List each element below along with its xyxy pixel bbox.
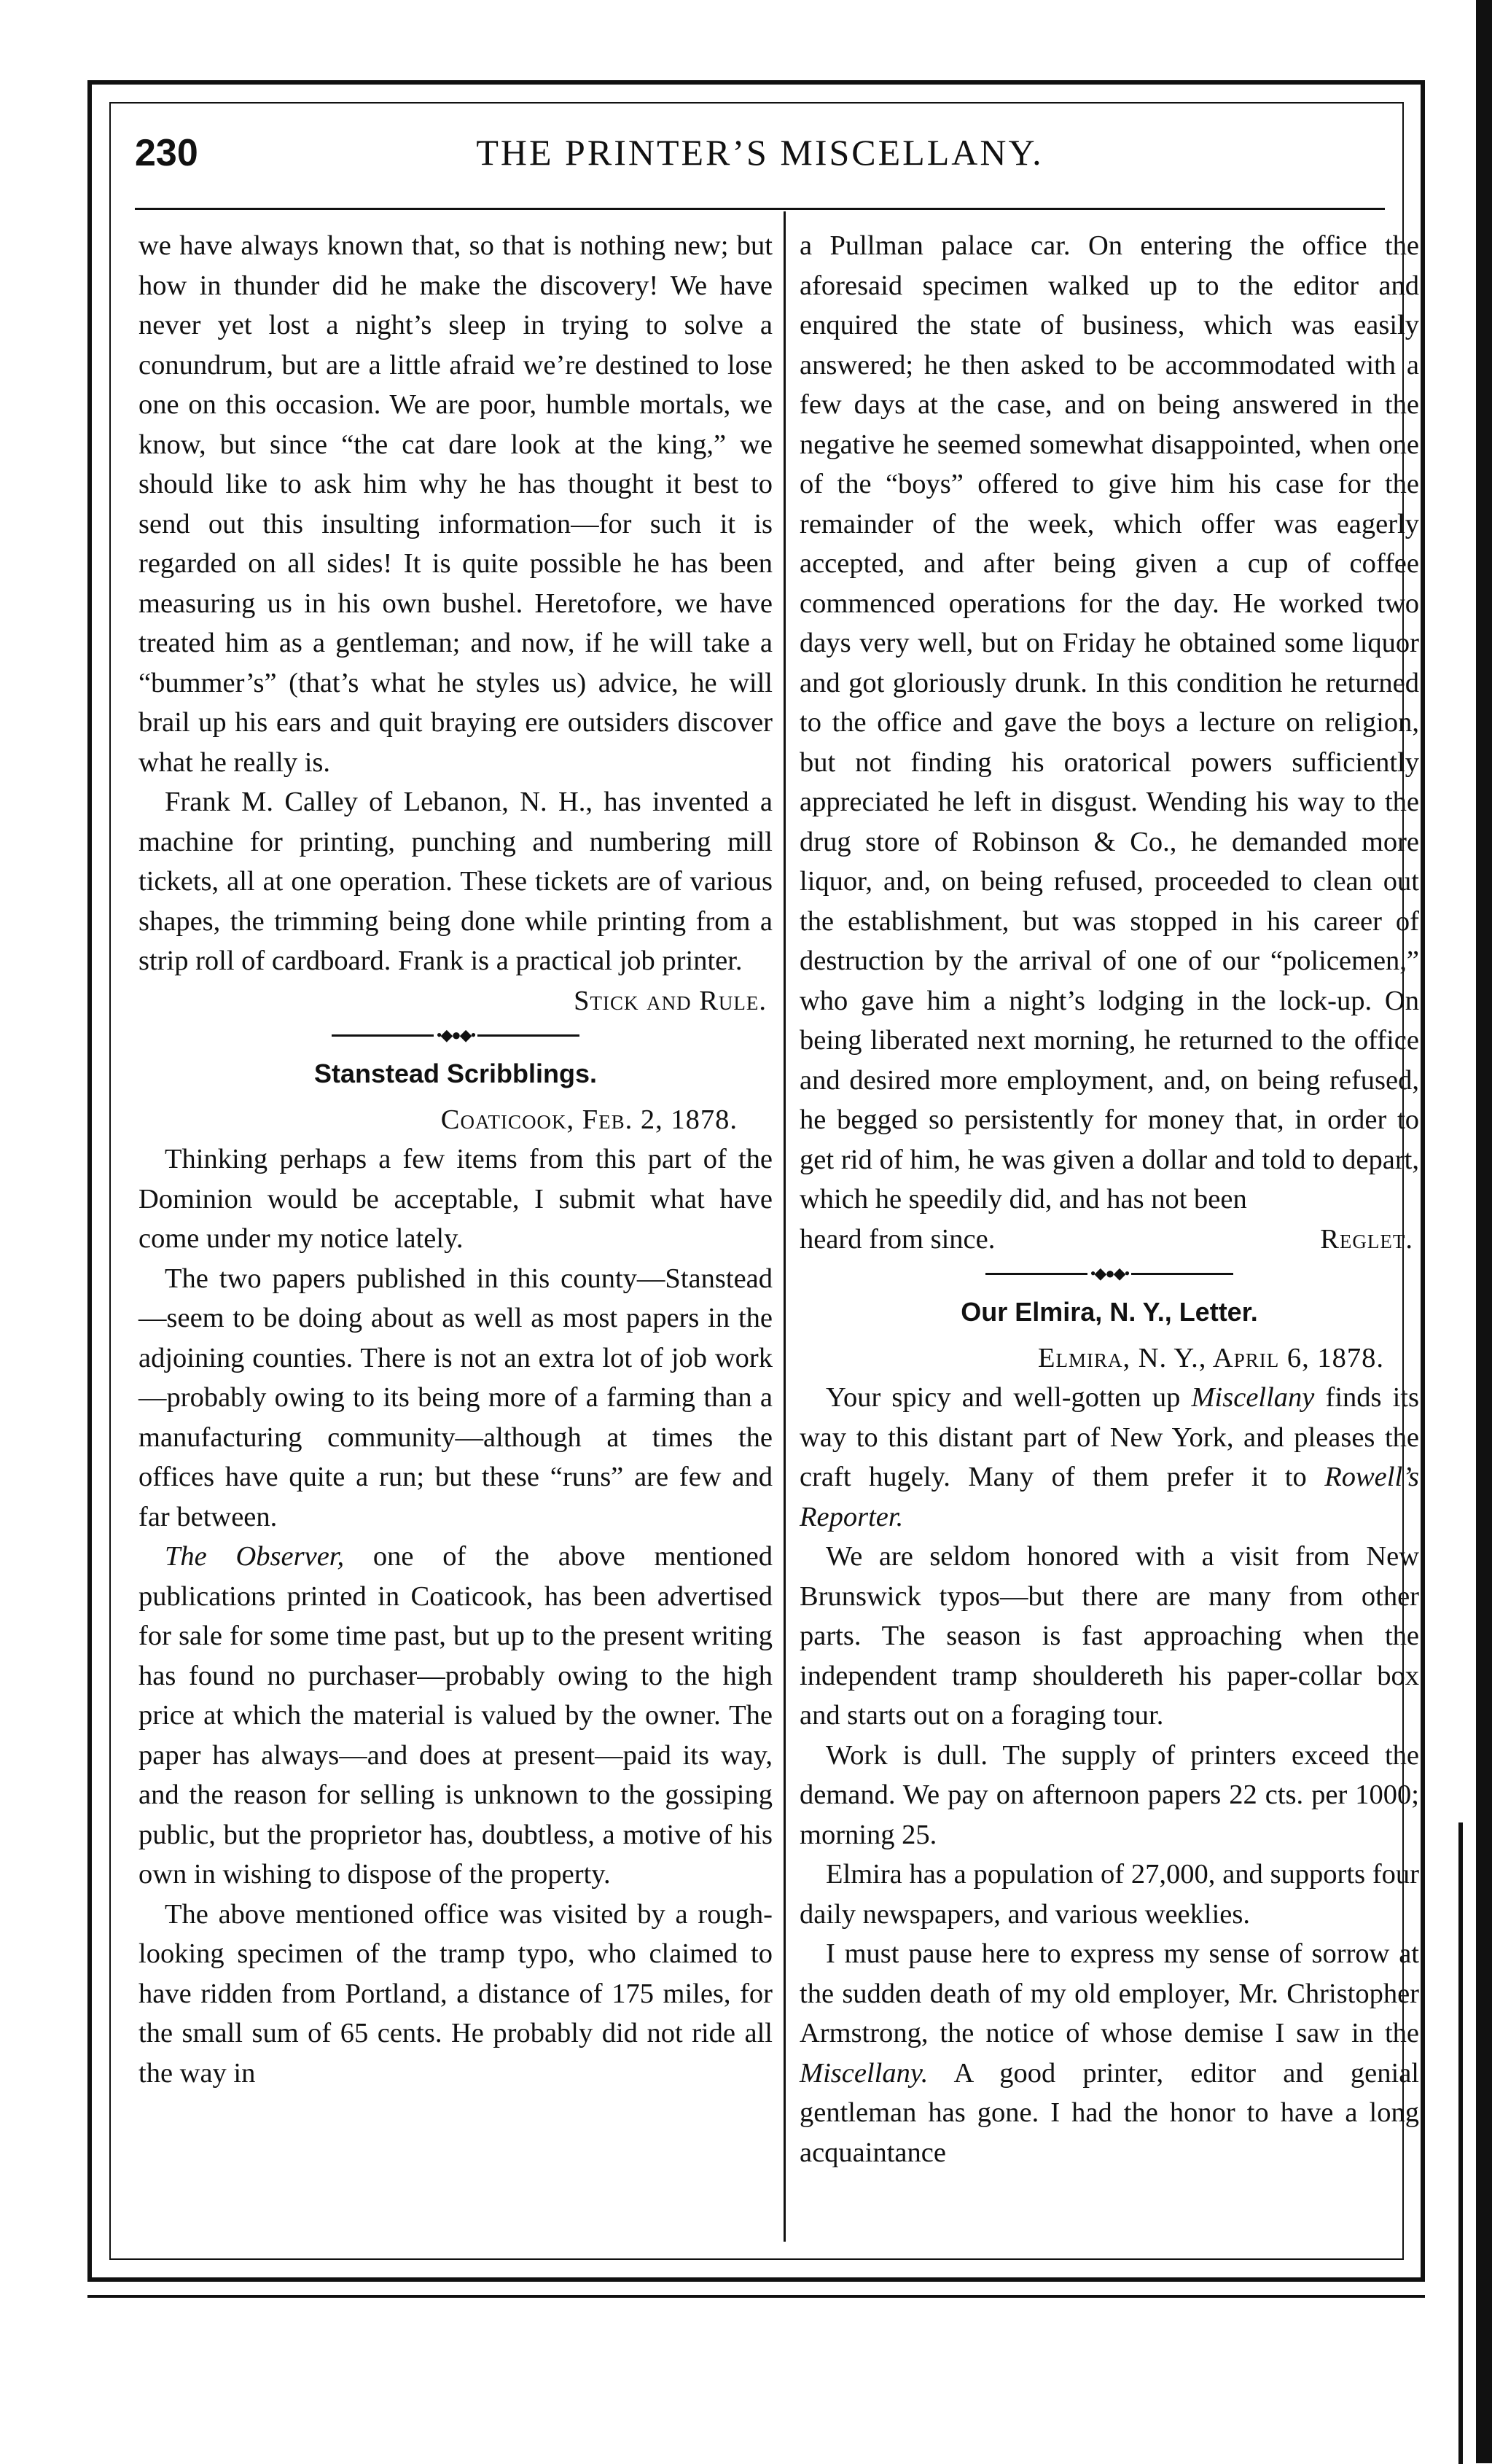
dateline: Coaticook, Feb. 2, 1878. <box>440 1104 738 1135</box>
paragraph: The two papers published in this county—Stanstead—seem to be doing about as well as most papers in the adjoining counties. There is not an extra lot of job work—probably owing to its being more of a farming than a manufacturing community—although at times the offices have quite a run; but these “runs” are few and far between. <box>138 1263 773 1532</box>
paragraph-text: Your spicy and well-gotten up <box>826 1382 1192 1413</box>
header-rule <box>135 208 1385 210</box>
right-column <box>800 226 1419 2172</box>
bottom-rule <box>87 2295 1425 2298</box>
paragraph-last-words: heard from since. <box>800 1223 996 1255</box>
paragraph: we have always known that, so that is nothing new; but how in thunder did he make the discovery! We have never yet lost a night’s sleep in trying to solve a conundrum, but are a little afraid we’re destined to lose one on this occasion. We are poor, humble mortals, we know, but since “the cat dare look at the king,” we should like to ask him why he has thought it best to send out this insulting information—for such it is regarded on all sides! It is quite possible he has been measuring us in his own bushel. Heretofore, we have treated him as a gentleman; and now, if he will take a “bummer’s” (that’s what he styles us) advice, he will brail up his ears and quit braying ere outsiders discover what he really is. <box>138 230 773 778</box>
ornament-divider: •◆●◆• <box>800 1259 1419 1288</box>
ornament-divider: •◆●◆• <box>138 1021 773 1050</box>
publication-title: Rowell’s Reporter. <box>800 1462 1419 1532</box>
signature: Stick and Rule. <box>574 985 767 1016</box>
page-header <box>135 131 1385 182</box>
paragraph-text: one of the above mentioned publications printed in Coaticook, has been advertised for sale for some time past, but up to the present writing has found no purchaser—probably owing to the high price at which the material is valued by the owner. The paper has always—and does at present—paid its way, and the reason for selling is unknown to the gossiping public, but the proprietor has, doubtless, a motive of his own in wishing to dispose of the property. <box>138 1541 773 1890</box>
paragraph: a Pullman palace car. On entering the office the aforesaid specimen walked up to the editor and enquired the state of business, which was easily answered; he then asked to be accommodated with a few days at the case, and on being answered in the negative he seemed somewhat disappointed, when one of the “boys” offered to give him his case for the remainder of the week, which offer was eagerly accepted, and after being given a cup of coffee commenced operations for the day. He worked two days very well, but on Friday he obtained some liquor and got gloriously drunk. In this condition he returned to the office and gave the boys a lecture on religion, but not finding his oratorical powers sufficiently appreciated he left in disgust. Wending his way to the drug store of Robinson & Co., he demanded more liquor, and, on being refused, proceeded to clean out the establishment, but was stopped in his career of destruction by the arrival of one of our “policemen,” who gave him a night’s lodging in the lock-up. On being liberated next morning, he returned to the office and desired more employment, and, on being refused, he begged so persistently for money that, in order to get rid of him, he was given a dollar and told to depart, which he speedily did, and has not been <box>800 230 1419 1215</box>
running-title: THE PRINTER’S MISCELLANY. <box>476 132 1044 173</box>
paragraph: We are seldom honored with a visit from New Brunswick typos—but there are many from other parts. The season is fast approaching when the independent tramp shouldereth his paper-collar box and starts out on a foraging tour. <box>800 1541 1419 1731</box>
page-edge-shadow <box>1476 0 1492 2463</box>
section-title: Stanstead Scribblings. <box>313 1058 598 1088</box>
page-number: 230 <box>135 132 198 174</box>
left-column <box>138 226 773 2093</box>
dateline: Elmira, N. Y., April 6, 1878. <box>1037 1342 1384 1373</box>
binding-shadow <box>1458 1822 1463 2464</box>
paragraph: The above mentioned office was visited by a rough-looking specimen of the tramp typo, who claimed to have ridden from Portland, a distance of 175 miles, for the small sum of 65 cents. He probably did not ride all the way in <box>138 1898 773 2089</box>
column-divider <box>784 211 786 2242</box>
paragraph: Elmira has a population of 27,000, and supports four daily newspapers, and various weeklies. <box>800 1859 1419 1930</box>
paragraph <box>800 1378 1419 1537</box>
publication-title: The Observer, <box>165 1541 345 1572</box>
paragraph: Frank M. Calley of Lebanon, N. H., has invented a machine for printing, punching and numbering mill tickets, all at one operation. These tickets are of various shapes, the trimming being done while printing from a strip roll of cardboard. Frank is a practical job printer. <box>138 787 773 976</box>
publication-title: Miscellany. <box>800 2057 929 2089</box>
paragraph-text: finds its way to this distant part of New York, and pleases the craft hugely. Many of them prefer it to <box>800 1382 1419 1492</box>
paragraph-text: I must pause here to express my sense of sorrow at the sudden death of my old employer, Mr. Christopher Armstrong, the notice of whose demise I saw in the <box>800 1938 1419 2048</box>
paragraph <box>138 1537 773 1895</box>
paragraph <box>800 1934 1419 2172</box>
paragraph: Work is dull. The supply of printers exceed the demand. We pay on afternoon papers 22 cts. per 1000; morning 25. <box>800 1739 1419 1850</box>
paragraph-text: A good printer, editor and genial gentleman has gone. I had the honor to have a long acquaintance <box>800 2057 1419 2168</box>
signature: Reglet. <box>1320 1223 1413 1255</box>
section-title: Our Elmira, N. Y., Letter. <box>961 1297 1258 1327</box>
paragraph: Thinking perhaps a few items from this part of the Dominion would be acceptable, I submit what have come under my notice lately. <box>138 1144 773 1254</box>
publication-title: Miscellany <box>1191 1382 1315 1413</box>
